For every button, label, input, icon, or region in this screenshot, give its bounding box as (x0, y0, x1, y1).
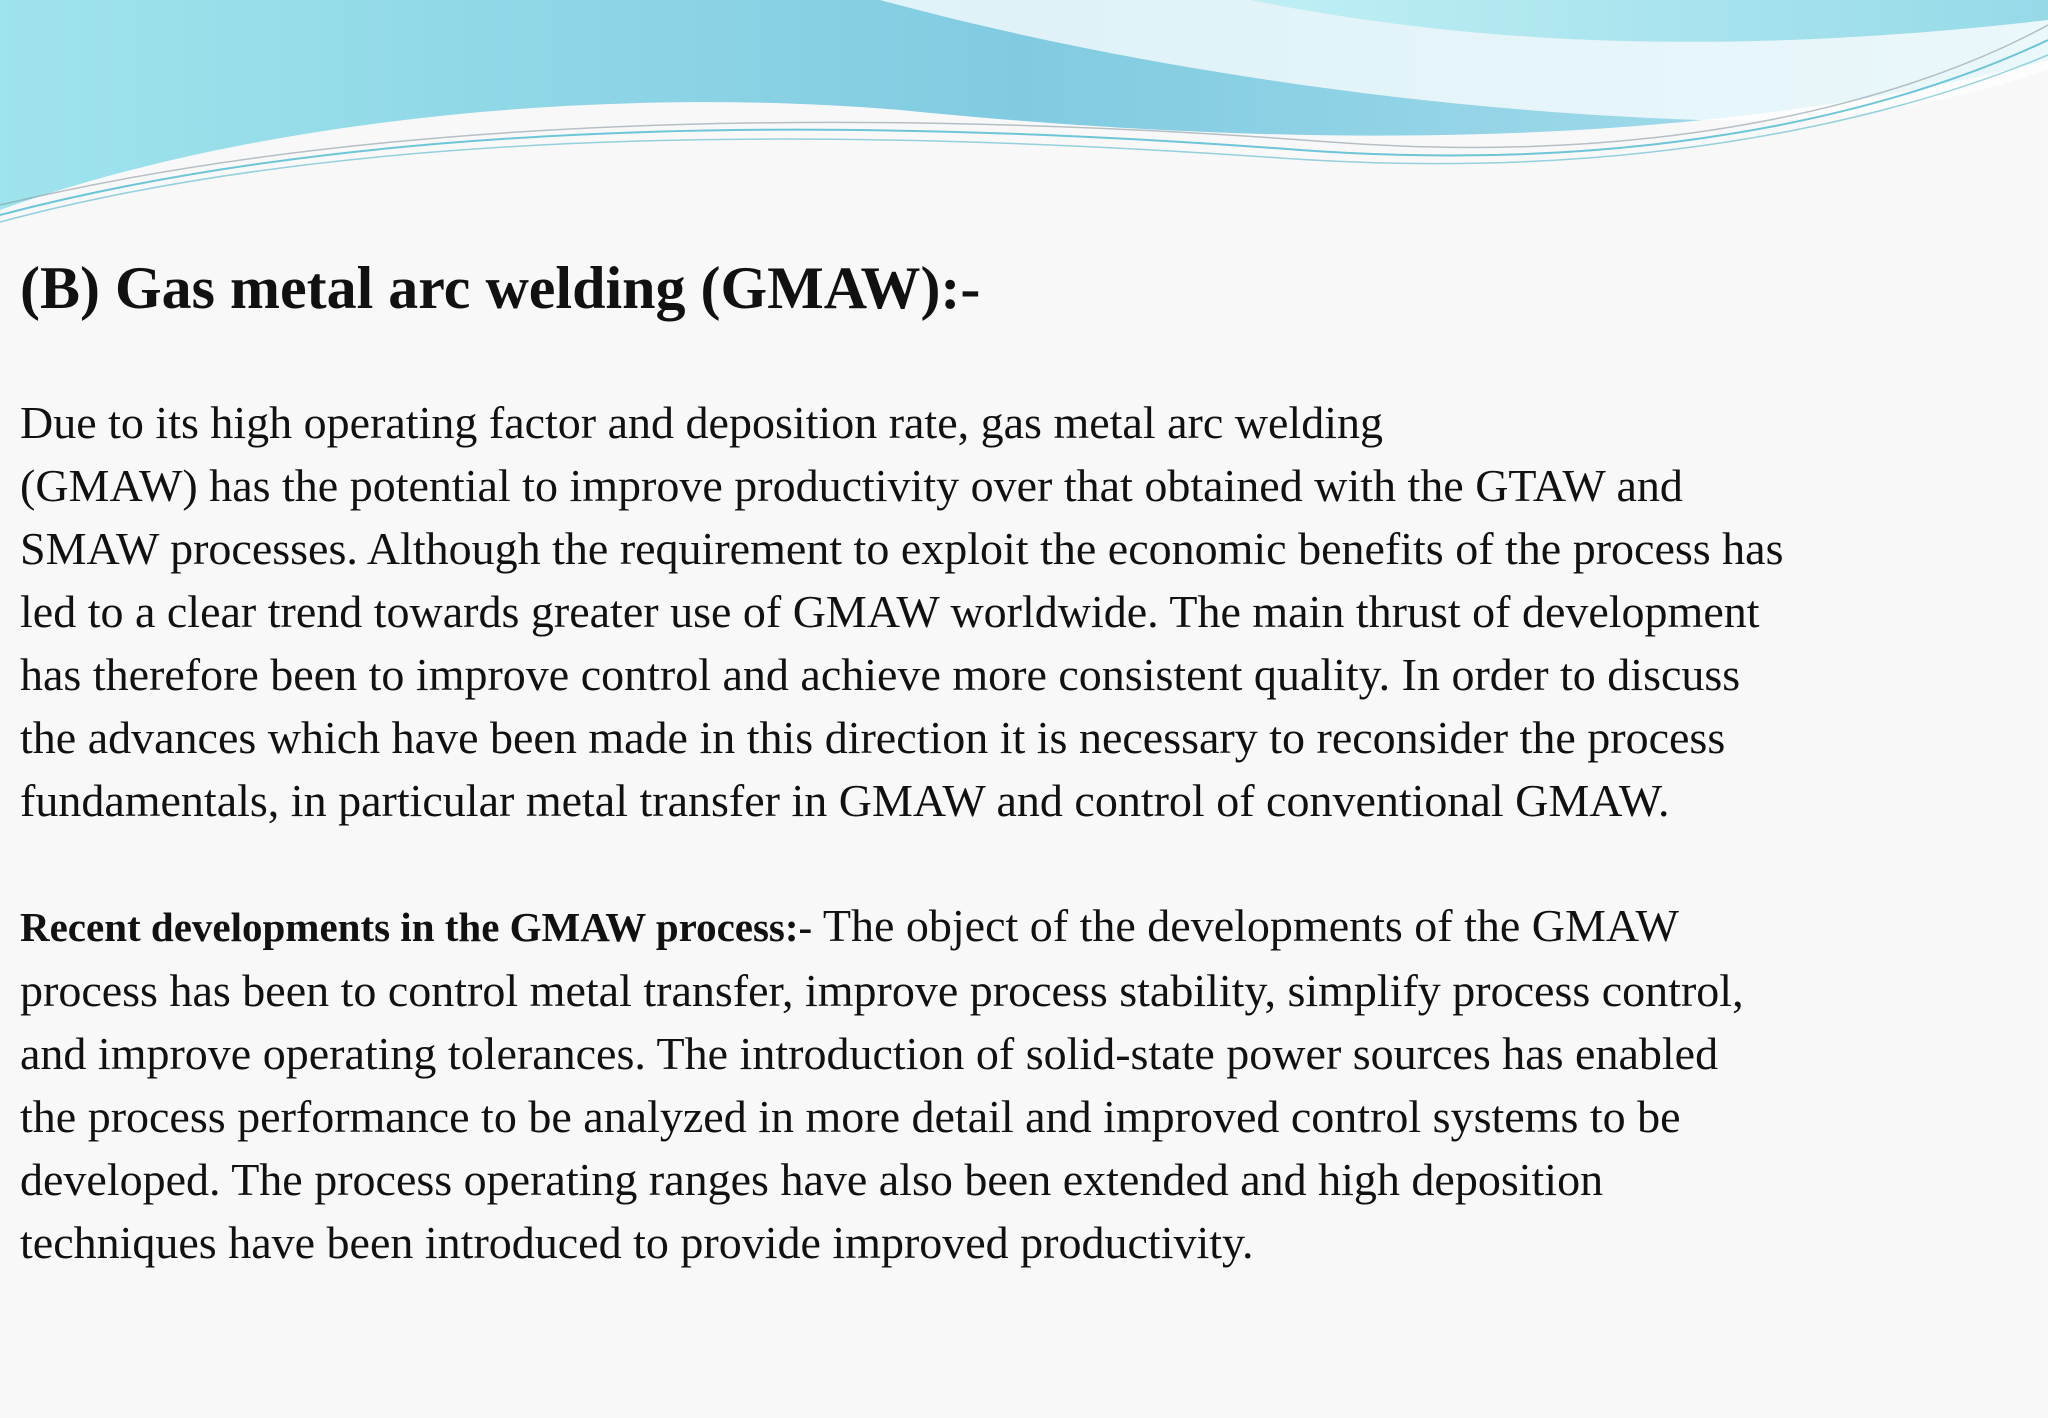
slide-title: (B) Gas metal arc welding (GMAW):- (20, 255, 981, 321)
paragraph-line: the process performance to be analyzed in more detail and improved control systems to be (20, 1091, 1681, 1142)
paragraph-line: techniques have been introduced to provide improved productivity. (20, 1217, 1254, 1268)
paragraph-line: led to a clear trend towards greater use of GMAW worldwide. The main thrust of development (20, 586, 1760, 637)
paragraph-lead-in: Recent developments in the GMAW process:- (20, 904, 813, 950)
paragraph-line: the advances which have been made in this direction it is necessary to reconsider the process (20, 712, 1726, 763)
paragraph-line: developed. The process operating ranges have also been extended and high deposition (20, 1154, 1604, 1205)
paragraph-line: process has been to control metal transfer, improve process stability, simplify process control, (20, 965, 1744, 1016)
paragraph-first-line-text: The object of the developments of the GMAW (812, 900, 1679, 951)
paragraph-line: fundamentals, in particular metal transfer in GMAW and control of conventional GMAW. (20, 775, 1670, 826)
paragraph-line: Due to its high operating factor and deposition rate, gas metal arc welding (20, 397, 1383, 448)
paragraph-first-line (20, 894, 1744, 959)
paragraph-line: and improve operating tolerances. The introduction of solid-state power sources has enabled (20, 1028, 1719, 1079)
paragraph-gmaw-intro (20, 391, 1784, 832)
wave-header-decoration (0, 0, 2048, 230)
paragraph-recent-developments (20, 894, 1744, 1274)
paragraph-line: (GMAW) has the potential to improve productivity over that obtained with the GTAW and (20, 460, 1683, 511)
paragraph-line: has therefore been to improve control and achieve more consistent quality. In order to discuss (20, 649, 1741, 700)
paragraph-line: SMAW processes. Although the requirement to exploit the economic benefits of the process has (20, 523, 1784, 574)
